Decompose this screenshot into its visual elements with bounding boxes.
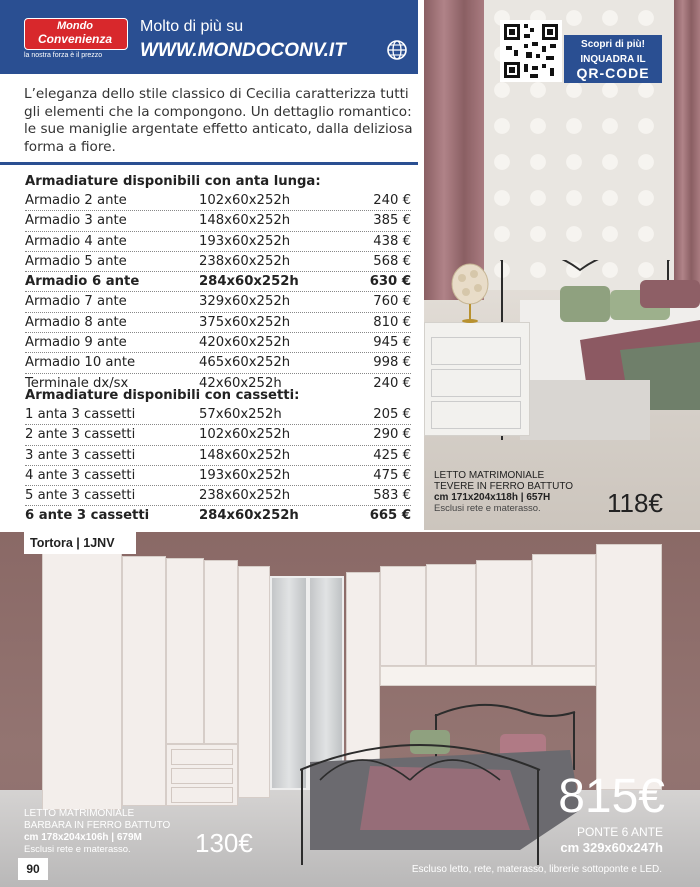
header-band [0, 0, 418, 74]
caption-line: BARBARA IN FERRO BATTUTO [24, 820, 171, 831]
qr-badge-line2: INQUADRA IL [580, 54, 646, 65]
item-size: 193x60x252h [199, 233, 291, 249]
item-name: 5 ante 3 cassetti [25, 488, 136, 504]
bridge-shelf [380, 666, 596, 686]
item-price: 425 € [373, 447, 411, 463]
price-row [25, 486, 411, 506]
caption-line: TEVERE IN FERRO BATTUTO [434, 481, 574, 492]
bed-barbara-caption [24, 808, 194, 856]
item-size: 148x60x252h [199, 213, 291, 229]
caption-dimensions: cm 178x204x106h | 679M [24, 832, 142, 843]
logo-line2: Convenienza [37, 32, 112, 46]
price-row [25, 405, 411, 425]
item-size: 465x60x252h [199, 355, 291, 371]
lamp-image [448, 262, 492, 324]
wardrobe-door [204, 560, 238, 744]
price-list-title: Armadiature disponibili con anta lunga: [25, 174, 321, 189]
price-row [25, 252, 411, 272]
drawer [431, 337, 521, 365]
brand-logo[interactable] [24, 18, 126, 59]
item-size: 284x60x252h [199, 274, 299, 290]
drawer [431, 401, 521, 429]
caption-note: Esclusi rete e materasso. [434, 503, 541, 514]
price-row [25, 333, 411, 353]
price-row [25, 353, 411, 373]
item-name: Armadio 6 ante [25, 274, 140, 290]
price-row [25, 425, 411, 445]
item-price: 205 € [373, 407, 411, 422]
logo-line1: Mondo [56, 20, 94, 32]
item-price: 760 € [373, 294, 411, 310]
price-row [25, 292, 411, 312]
qr-badge-line3: QR-CODE [576, 65, 650, 81]
header-title-line1: Molto di più su [140, 18, 244, 35]
wardrobe-door [238, 566, 270, 798]
bridge-upper-door [380, 566, 426, 666]
color-code-tag: Tortora | 1JNV [24, 532, 136, 554]
drawer [171, 749, 233, 765]
curtain-right [674, 0, 700, 300]
item-size: 102x60x252h [199, 427, 291, 443]
caption-note: Esclusi rete e materasso. [24, 844, 131, 855]
intro-text: L’eleganza dello stile classico di Cecilia caratterizza tutti gli elementi che la compongono. Un dettaglio romantico: le sue maniglie argentate effetto anticato, dalla deliziosa forma a fiore. [24, 86, 413, 155]
wardrobe-door [596, 544, 662, 790]
item-name: Armadio 8 ante [25, 314, 127, 330]
item-size: 238x60x252h [199, 488, 291, 504]
price-list-anta-lunga [25, 172, 411, 393]
price-row-highlighted [25, 272, 411, 292]
item-name: 2 ante 3 cassetti [25, 427, 136, 443]
item-size: 57x60x252h [199, 407, 282, 422]
item-price: 240 € [373, 375, 411, 391]
drawer [431, 369, 521, 397]
price-row [25, 446, 411, 466]
price-row [25, 191, 411, 211]
item-name: 1 anta 3 cassetti [25, 407, 136, 422]
price-row-highlighted [25, 506, 411, 525]
item-name: Terminale dx/sx [25, 375, 129, 391]
item-name: 6 ante 3 cassetti [25, 508, 150, 524]
price-list-cassetti [25, 386, 411, 526]
item-size: 329x60x252h [199, 294, 291, 310]
drawer [171, 768, 233, 784]
wardrobe-door [122, 556, 166, 806]
item-name: Armadio 3 ante [25, 213, 127, 229]
page-number: 90 [18, 858, 48, 880]
bed-tevere-price: 118€ [607, 488, 663, 518]
caption-dimensions: cm 171x204x118h | 657H [434, 492, 551, 503]
item-price: 475 € [373, 467, 411, 483]
item-size: 238x60x252h [199, 253, 291, 269]
item-name: Armadio 10 ante [25, 355, 136, 371]
wardrobe-door [42, 548, 122, 810]
item-size: 148x60x252h [199, 447, 291, 463]
item-size: 375x60x252h [199, 314, 291, 330]
item-name: Armadio 2 ante [25, 193, 127, 208]
item-size: 420x60x252h [199, 335, 291, 351]
nightstand-image [424, 322, 530, 436]
section-divider [0, 162, 418, 165]
item-name: Armadio 4 ante [25, 233, 127, 249]
ponte-name: PONTE 6 ANTE [576, 825, 663, 839]
wardrobe-door [166, 558, 204, 744]
globe-icon [386, 39, 408, 61]
bed-tevere-image [500, 260, 700, 460]
item-price: 945 € [373, 335, 411, 351]
item-name: 4 ante 3 cassetti [25, 467, 136, 483]
item-name: Armadio 9 ante [25, 335, 127, 351]
drawer [171, 787, 233, 803]
item-size: 193x60x252h [199, 467, 291, 483]
item-price: 385 € [373, 213, 411, 229]
item-size: 102x60x252h [199, 193, 291, 208]
price-row [25, 313, 411, 333]
item-price: 240 € [373, 193, 411, 208]
item-price: 290 € [373, 427, 411, 443]
item-price: 438 € [373, 233, 411, 249]
price-list-title: Armadiature disponibili con cassetti: [25, 388, 300, 403]
bridge-upper-door [532, 554, 596, 666]
bed-tevere-caption [434, 470, 604, 514]
curtain-left [424, 0, 484, 300]
item-price: 583 € [373, 488, 411, 504]
item-size: 284x60x252h [199, 508, 299, 524]
caption-line: LETTO MATRIMONIALE [24, 808, 135, 819]
wardrobe-drawers [166, 744, 238, 806]
price-row [25, 466, 411, 486]
item-price: 568 € [373, 253, 411, 269]
item-name: 3 ante 3 cassetti [25, 447, 136, 463]
ponte-price: 815€ [558, 770, 665, 823]
logo-tagline: la nostra forza è il prezzo [24, 52, 103, 59]
bridge-upper-door [476, 560, 532, 666]
item-price: 665 € [369, 508, 411, 524]
qr-badge-line1: Scopri di più! [581, 39, 645, 50]
item-price: 998 € [373, 355, 411, 371]
qr-code[interactable] [500, 20, 562, 82]
price-row [25, 211, 411, 231]
header-website-link[interactable]: WWW.MONDOCONV.IT [140, 40, 346, 61]
item-name: Armadio 7 ante [25, 294, 127, 310]
item-size: 42x60x252h [199, 375, 282, 391]
ponte-dimensions: cm 329x60x247h [560, 840, 663, 855]
bridge-upper-door [426, 564, 476, 666]
item-name: Armadio 5 ante [25, 253, 127, 269]
item-price: 630 € [369, 274, 411, 290]
bed-barbara-price: 130€ [195, 828, 253, 858]
caption-line: LETTO MATRIMONIALE [434, 470, 545, 481]
qr-badge [564, 35, 662, 83]
item-price: 810 € [373, 314, 411, 330]
exclusion-note: Escluso letto, rete, materasso, librerie sottoponte e LED. [411, 864, 662, 875]
price-row [25, 232, 411, 252]
